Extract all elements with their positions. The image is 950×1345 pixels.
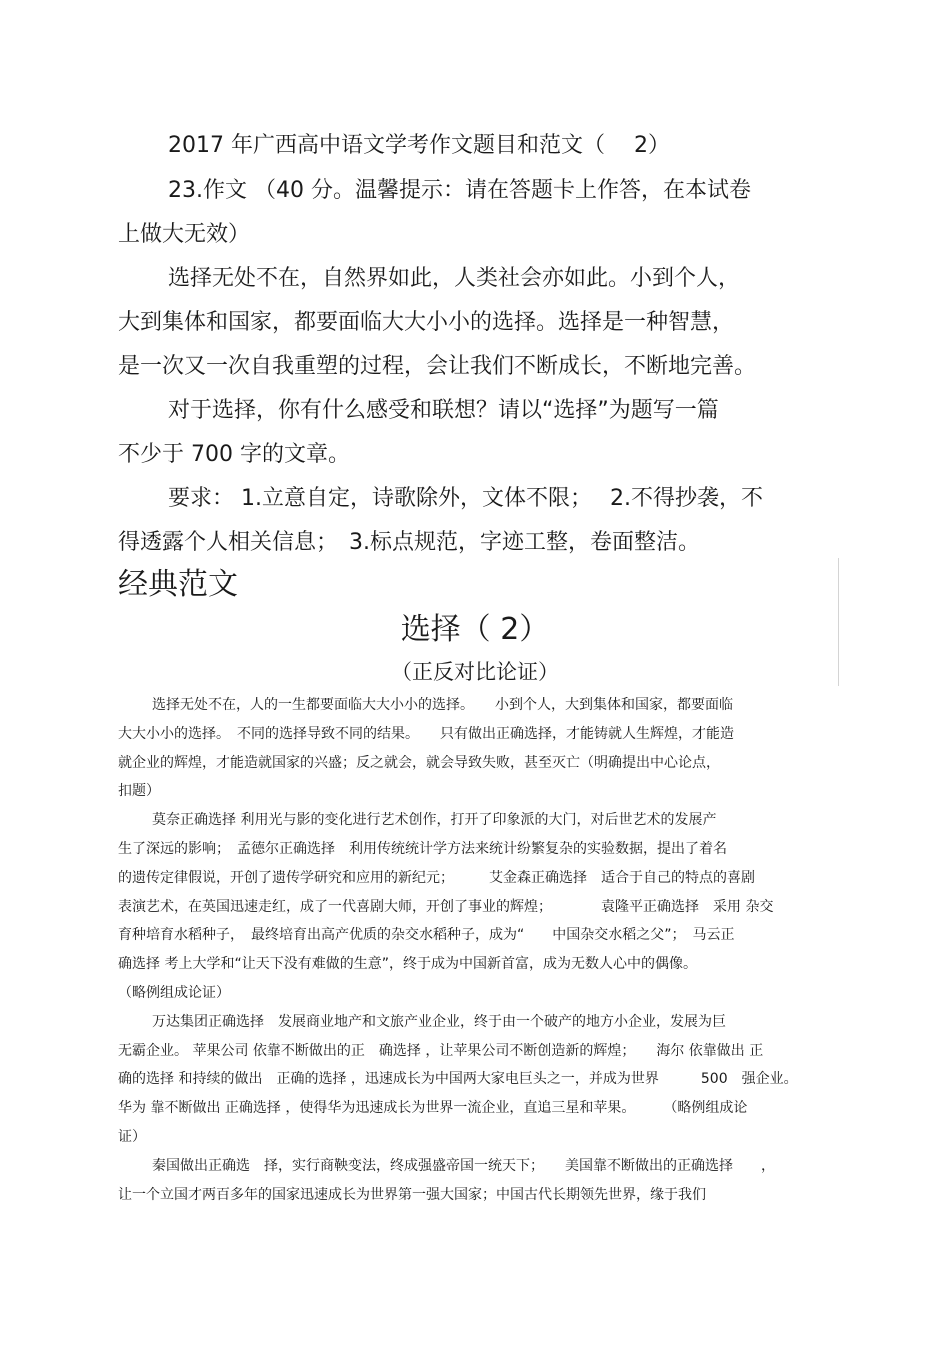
margin-line [838, 558, 839, 686]
essay-line: （略例组成论证） [118, 985, 230, 1001]
prompt-line-5: 不少于 700 字的文章。 [118, 442, 350, 467]
essay-line: 的遗传定律假说，开创了遗传学研究和应用的新纪元； 艾金森正确选择 适合于自己的特点的喜剧 [118, 870, 755, 886]
essay-line: 大大小小的选择。 不同的选择导致不同的结果。 只有做出正确选择，才能铸就人生辉煌，才能造 [118, 726, 734, 742]
essay-line: 华为 靠不断做出 正确选择 ，使得华为迅速成长为世界一流企业，直追三星和苹果。 （略例组成论 [118, 1100, 748, 1116]
prompt-line-3: 是一次又一次自我重塑的过程，会让我们不断成长，不断地完善。 [118, 354, 757, 379]
question-title: 2017 年广西高中语文学考作文题目和范文（ 2） [168, 133, 670, 158]
essay-line: 莫奈正确选择 利用光与影的变化进行艺术创作，打开了印象派的大门，对后世艺术的发展产 [152, 812, 717, 828]
question-line-1: 23.作文 （40 分。温馨提示：请在答题卡上作答，在本试卷 [168, 178, 751, 203]
essay-line: 确的选择 和持续的做出 正确的选择 ，迅速成长为中国两大家电巨头之一，并成为世界 500 强企业。 [118, 1071, 798, 1087]
essay-line: 秦国做出正确选 择，实行商鞅变法，终成强盛帝国一统天下； 美国靠不断做出的正确选择 ， [152, 1158, 775, 1174]
requirements-line-2: 得透露个人相关信息； 3.标点规范，字迹工整，卷面整洁。 [118, 530, 700, 555]
essay-line: 育种培育水稻种子， 最终培育出高产优质的杂交水稻种子，成为“ 中国杂交水稻之父”； 马云正 [118, 927, 735, 943]
section-heading: 经典范文 [118, 567, 238, 602]
prompt-line-2: 大到集体和国家，都要面临大大小小的选择。选择是一种智慧， [118, 310, 735, 335]
question-line-2: 上做大无效） [118, 222, 251, 247]
essay-subtitle: （正反对比论证） [391, 660, 559, 684]
essay-line: 生了深远的影响； 孟德尔正确选择 利用传统统计学方法来统计纷繁复杂的实验数据，提出了着名 [118, 841, 727, 857]
essay-line: 无霸企业。 苹果公司 依靠不断做出的正 确选择 ，让苹果公司不断创造新的辉煌； 海尔 依靠做出 正 [118, 1043, 764, 1059]
requirements-line-1: 要求： 1.立意自定，诗歌除外，文体不限； 2.不得抄袭，不 [168, 486, 763, 511]
prompt-line-1: 选择无处不在，自然界如此，人类社会亦如此。小到个人， [168, 266, 741, 291]
essay-line: 就企业的辉煌，才能造就国家的兴盛；反之就会，就会导致失败，甚至灭亡（明确提出中心论点， [118, 755, 720, 771]
essay-line: 证） [118, 1129, 146, 1145]
essay-line: 扣题） [118, 783, 160, 799]
prompt-line-4: 对于选择，你有什么感受和联想？请以“选择”为题写一篇 [168, 398, 719, 423]
essay-line: 表演艺术，在英国迅速走红，成了一代喜剧大师，开创了事业的辉煌； 袁隆平正确选择 采用 杂交 [118, 899, 774, 915]
essay-line: 让一个立国才两百多年的国家迅速成长为世界第一强大国家；中国古代长期领先世界，缘于我们 [118, 1187, 706, 1203]
essay-line: 选择无处不在，人的一生都要面临大大小小的选择。 小到个人，大到集体和国家，都要面临 [152, 697, 733, 713]
essay-line: 万达集团正确选择 发展商业地产和文旅产业企业，终于由一个破产的地方小企业，发展为巨 [152, 1014, 726, 1030]
essay-title: 选择（ 2） [400, 612, 550, 647]
essay-line: 确选择 考上大学和“让天下没有难做的生意”，终于成为中国新首富，成为无数人心中的偶像。 [118, 956, 697, 972]
